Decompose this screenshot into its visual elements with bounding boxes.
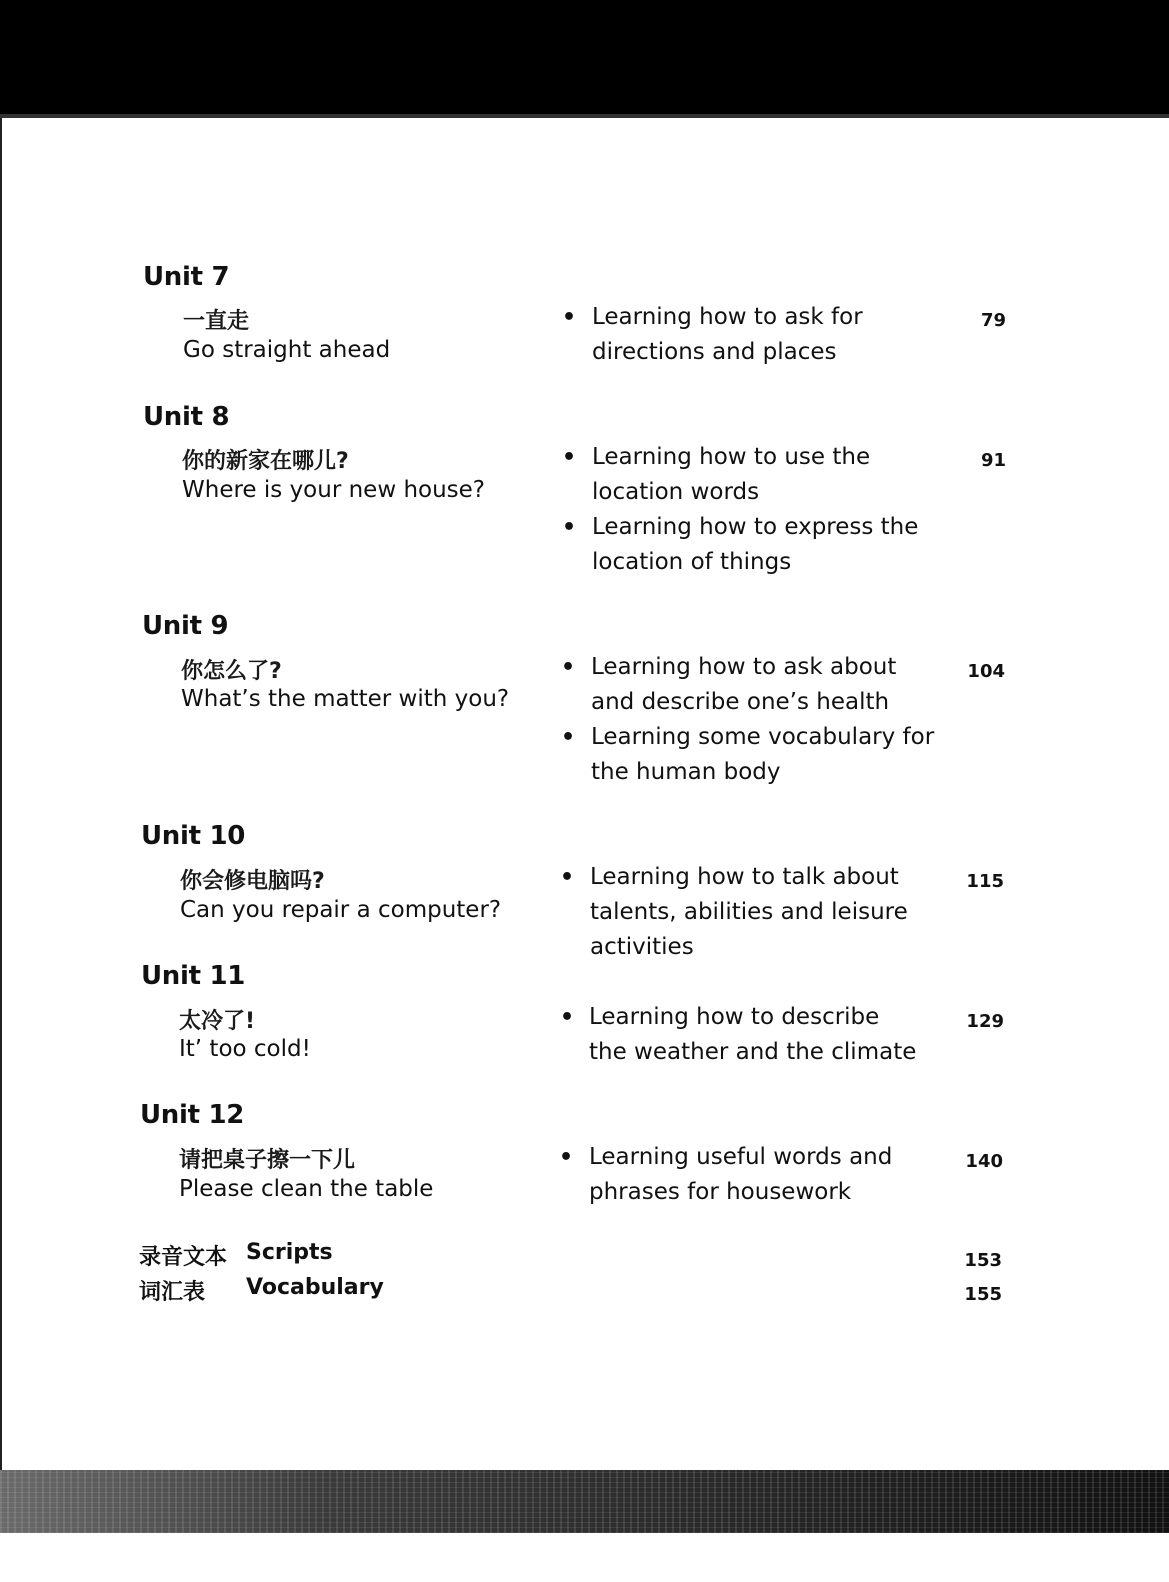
appendix-label-english: Vocabulary: [246, 1275, 384, 1300]
learning-goal: Learning some vocabulary for the human body: [591, 724, 935, 785]
unit-title-chinese: 你的新家在哪儿?: [182, 449, 349, 474]
unit-title-english: Where is your new house?: [182, 477, 486, 503]
scan-top-border: [0, 0, 1169, 118]
bullet-marker: •: [562, 515, 577, 540]
learning-goal: Learning how to describe the weather and the climate: [589, 1004, 917, 1065]
bullet-marker: •: [561, 655, 576, 680]
unit-title-chinese: 你会修电脑吗?: [180, 869, 325, 894]
bullet-marker: •: [562, 445, 577, 470]
bullet-marker: •: [560, 1005, 575, 1030]
learning-goal: Learning how to talk about talents, abilities and leisure activities: [590, 864, 908, 960]
unit-title-chinese: 请把桌子擦一下儿: [179, 1148, 356, 1173]
page-number: 115: [966, 871, 1004, 892]
unit-title-chinese: 一直走: [183, 309, 250, 334]
appendix-label-english: Scripts: [246, 1240, 333, 1265]
learning-goal: Learning useful words and phrases for housework: [589, 1144, 893, 1205]
unit-heading: Unit 10: [141, 821, 246, 851]
learning-goal: Learning how to ask about and describe one’s health: [591, 654, 897, 715]
learning-goal: Learning how to use the location words: [592, 444, 871, 505]
page-number: 140: [965, 1151, 1003, 1172]
appendix-label-chinese: 词汇表: [139, 1280, 206, 1305]
unit-title-chinese: 你怎么了?: [181, 659, 282, 684]
page-number: 153: [964, 1250, 1002, 1271]
learning-goal: Learning how to ask for directions and places: [592, 304, 863, 365]
appendix-label-chinese: 录音文本: [139, 1245, 228, 1270]
page-number: 79: [980, 310, 1006, 331]
page-number: 104: [967, 661, 1005, 682]
unit-heading: Unit 11: [141, 961, 246, 991]
page-number: 91: [980, 450, 1006, 471]
unit-heading: Unit 8: [143, 402, 230, 432]
bullet-marker: •: [560, 865, 575, 890]
scan-left-edge: [0, 118, 2, 1470]
unit-title-english: Can you repair a computer?: [180, 897, 502, 923]
page-number: 129: [966, 1011, 1004, 1032]
unit-heading: Unit 7: [143, 262, 230, 292]
bullet-marker: •: [561, 725, 576, 750]
page-number: 155: [964, 1284, 1002, 1305]
unit-title-english: Please clean the table: [179, 1176, 434, 1202]
unit-heading: Unit 12: [140, 1100, 245, 1130]
learning-goal: Learning how to express the location of things: [592, 514, 919, 575]
unit-heading: Unit 9: [142, 611, 229, 641]
unit-title-english: It’ too cold!: [179, 1036, 311, 1062]
scan-bottom-border: [0, 1470, 1169, 1533]
unit-title-chinese: 太冷了!: [179, 1009, 256, 1034]
unit-title-english: Go straight ahead: [183, 337, 391, 363]
bullet-marker: •: [562, 305, 577, 330]
bullet-marker: •: [559, 1145, 574, 1170]
unit-title-english: What’s the matter with you?: [181, 686, 510, 712]
